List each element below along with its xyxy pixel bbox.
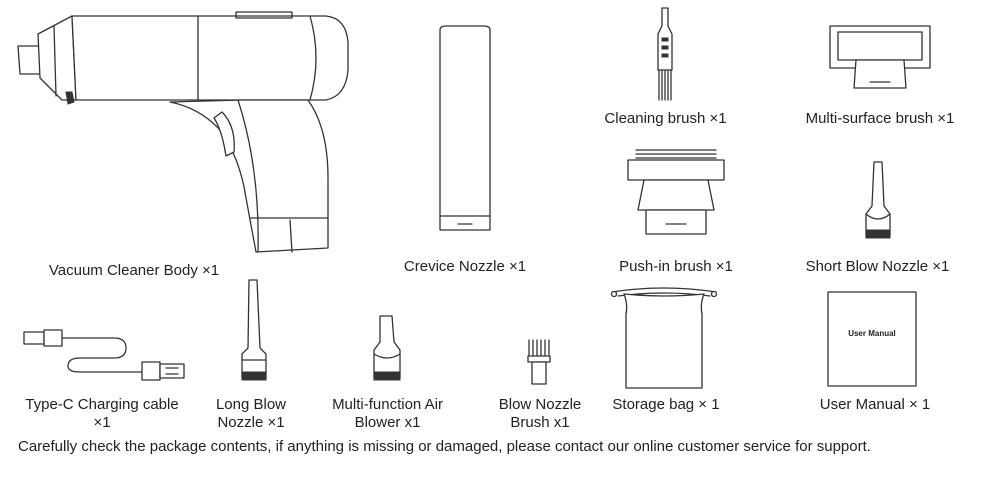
- cleaning-brush-label: Cleaning brush ×1: [604, 110, 727, 127]
- multi-surface-brush-icon: [826, 22, 936, 102]
- crevice-nozzle-icon: [436, 26, 496, 238]
- blow-nozzle-brush-icon: [524, 340, 554, 386]
- vacuum-body-label: Vacuum Cleaner Body ×1: [48, 262, 220, 279]
- blow-nozzle-brush-label: Blow Nozzle Brush x1: [498, 396, 582, 431]
- long-blow-nozzle-label: Long Blow Nozzle ×1: [215, 396, 287, 431]
- multi-surface-brush-label: Multi-surface brush ×1: [805, 110, 955, 127]
- long-blow-nozzle-icon: [236, 280, 272, 386]
- short-blow-nozzle-icon: [858, 162, 898, 244]
- user-manual-icon: [826, 290, 936, 388]
- type-c-cable-label: Type-C Charging cable ×1: [25, 396, 179, 431]
- manual-cover-text: User Manual: [848, 329, 896, 338]
- storage-bag-icon: [604, 284, 724, 394]
- crevice-nozzle-label: Crevice Nozzle ×1: [403, 258, 527, 275]
- push-in-brush-label: Push-in brush ×1: [619, 258, 733, 275]
- push-in-brush-icon: [626, 150, 726, 240]
- air-blower-icon: [370, 316, 404, 386]
- short-blow-nozzle-label: Short Blow Nozzle ×1: [805, 258, 950, 275]
- cleaning-brush-icon: [650, 8, 680, 104]
- package-contents-note: Carefully check the package contents, if anything is missing or damaged, please contact our online customer service for support.: [18, 438, 871, 455]
- storage-bag-label: Storage bag × 1: [612, 396, 720, 413]
- user-manual-label: User Manual × 1: [819, 396, 931, 413]
- usb-cable-icon: [22, 322, 192, 382]
- vacuum-body-icon: [10, 8, 360, 258]
- air-blower-label: Multi-function Air Blower x1: [332, 396, 443, 431]
